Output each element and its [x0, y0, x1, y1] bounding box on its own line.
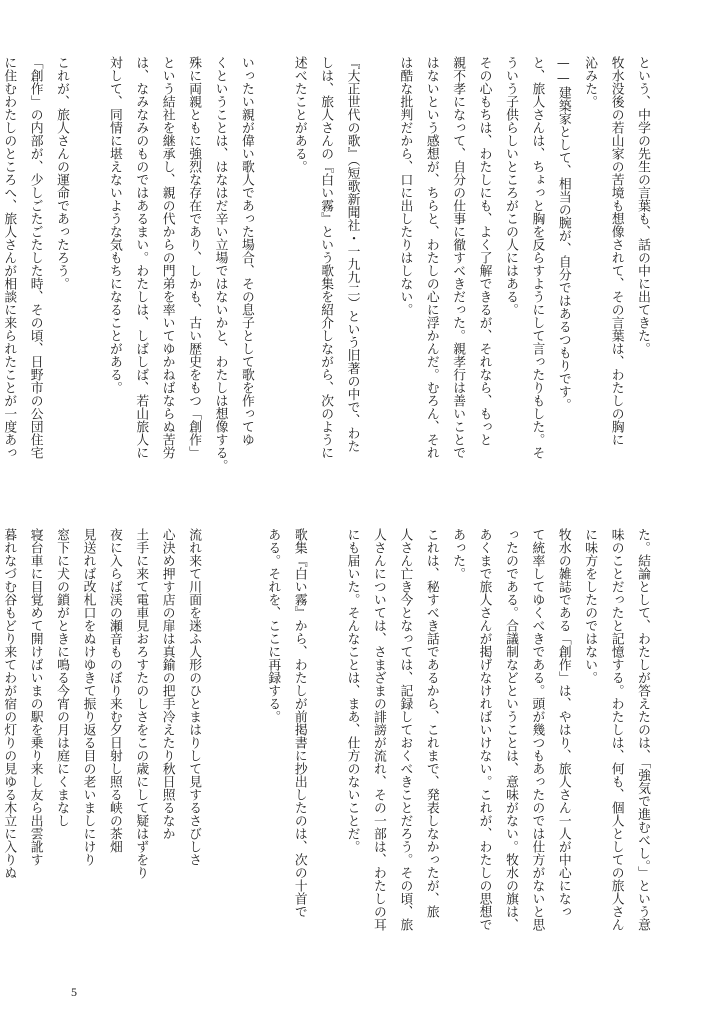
- text-line: [312, 528, 338, 930]
- text-line: た。結論として、わたしが答えたのは、「強気で進むべし。」という意: [635, 528, 650, 932]
- text-line: 述べたことがある。: [291, 56, 307, 173]
- lower-text-block: [1, 528, 655, 932]
- text-line: 『大正世代の歌』（短歌新聞社・一九九二）という旧著の中で、わた: [344, 56, 360, 453]
- text-line: 人さん亡き今となっては、記録しておくべきことだろう。その頃、旅: [397, 528, 413, 931]
- text-line: ったのである。合議制などということは、意味がない。牧水の旗は、: [502, 528, 518, 931]
- text-line: いったい親が偉い歌人であった場合、その息子として歌を作ってゆ: [238, 56, 254, 446]
- text-line: 寝台車に目覚めて開けばいまの駅を乗り来し友ら出雲訛す: [27, 528, 43, 866]
- text-line: は酷な批判だから、口に出したりはしない。: [397, 56, 413, 316]
- text-line: 土手に来て電車見おろすたのしさをこの歳にして疑はずをり: [133, 528, 149, 879]
- text-line: 暮れなづむ谷もどり来てわが宿の灯りの見ゆる木立に入りぬ: [1, 528, 17, 879]
- text-line: 人さんについては、さまざまの誹謗が流れ、その一部は、わたしの耳: [370, 528, 386, 931]
- text-line: 牧水没後の若山家の苦境も想像されて、その言葉は、わたしの胸に: [608, 56, 624, 446]
- text-line: に味方をしたのではない。: [582, 528, 598, 684]
- text-line: 夜に入らば渓の瀬音ものぼり来む夕日射し照る峡の茶畑: [106, 528, 122, 853]
- upper-text-block: [1, 56, 655, 472]
- text-line: [206, 528, 232, 930]
- text-line: ういう子供らしいところがこの人にはある。: [502, 56, 518, 316]
- text-line: その心もちは、わたしにも、よく了解できるが、それなら、もっと: [476, 56, 492, 446]
- text-line: 牧水の雑誌である「創作」は、やはり、旅人さん一人が中心になっ: [555, 528, 571, 918]
- text-line: にも届いた。そんなことは、まあ、仕方のないことだ。: [344, 528, 360, 853]
- text-line: くということは、はなはだ辛い立場ではないかと、わたしは想像する。: [212, 56, 228, 472]
- text-line: と、旅人さんは、ちょっと胸を反らすようにして言ったりもした。そ: [529, 56, 545, 459]
- text-line: 「創作」の内部が、少しごたごたした時、その頃、日野市の公団住宅: [27, 56, 43, 459]
- text-line: 見送れば改札口をぬけゆきて振り返る目の老いましにけり: [80, 528, 96, 866]
- text-line: という、中学の先生の言葉も、話の中に出てきた。: [635, 56, 650, 355]
- text-line: あくまで旅人さんが掲げなければいけない。これが、わたしの思想で: [476, 528, 492, 931]
- text-line: はないという感想が、ちらと、わたしの心に浮かんだ。むろん、それ: [423, 56, 439, 459]
- text-line: は、なみなみのものではあるまい。わたしは、しばしば、若山旅人に: [133, 56, 149, 459]
- page-number: 5: [71, 985, 77, 999]
- text-line: 窓下に犬の鎖がときに鳴る今宵の月は庭にくまなし: [54, 528, 70, 827]
- text-line: に住むわたしのところへ、旅人さんが相談に来られたことが一度あっ: [1, 56, 17, 459]
- text-line: 殊に両親ともに強烈な存在であり、しかも、古い歴史をもつ「創作」: [186, 56, 202, 459]
- text-line: [259, 56, 285, 458]
- text-line: しは、旅人さんの『白い霧』という歌集を紹介しながら、次のように: [318, 56, 334, 459]
- text-line: 流れ来て川面を迷ふ人形のひとまはりして見するさびしさ: [186, 528, 202, 866]
- text-line: 対して、同情に堪えないような気もちになることがある。: [106, 56, 122, 394]
- text-line: これが、旅人さんの運命であったろう。: [54, 56, 70, 290]
- text-line: あった。: [450, 528, 466, 580]
- text-line: 歌集『白い霧』から、わたしが前掲書に抄出したのは、次の十首で: [291, 528, 307, 918]
- text-line: 沁みた。: [582, 56, 598, 108]
- text-line: という結社を継承し、親の代からの門弟を率いてゆかねばならぬ苦労: [159, 56, 175, 459]
- text-line: [74, 56, 100, 458]
- text-line: [233, 528, 259, 930]
- text-line: [365, 56, 391, 458]
- text-line: 味のことだったと記憶する。わたしは、何も、個人としての旅人さん: [608, 528, 624, 931]
- text-line: 心決め押す店の扉は真鍮の把手冷えたり秋日照るなか: [159, 528, 175, 840]
- text-line: て統率してゆくべきである。頭が幾つもあったのでは仕方がないと思: [529, 528, 545, 931]
- text-line: 親不孝になって、自分の仕事に徹すべきだった。親孝行は善いことで: [450, 56, 466, 459]
- text-line: ——建築家として、相当の腕が、自分ではあるつもりです。: [555, 56, 571, 412]
- text-line: これは、秘すべき話であるから、これまで、発表しなかったが、旅: [423, 528, 439, 918]
- text-line: ある。それを、ここに再録する。: [265, 528, 281, 723]
